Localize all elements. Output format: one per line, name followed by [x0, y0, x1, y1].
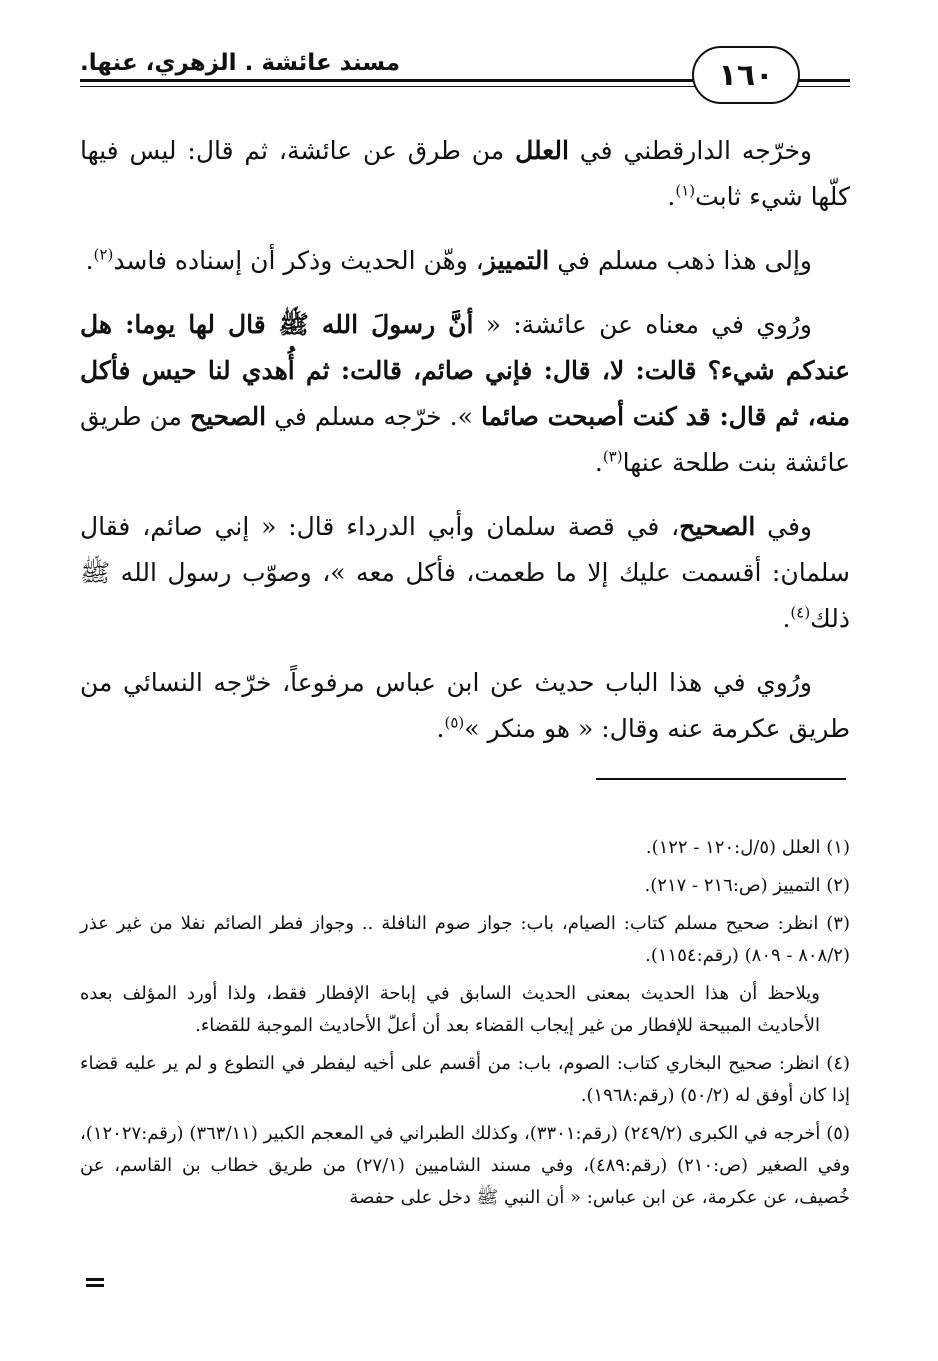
paragraph [80, 504, 850, 642]
footnote: (٢) التمييز (ص:٢١٦ - ٢١٧). [644, 875, 850, 896]
continuation-mark [86, 1278, 104, 1281]
paragraph [80, 660, 850, 752]
bold-text-segment: الصحيح [679, 512, 756, 541]
footnotes [80, 832, 850, 1220]
main-text [80, 128, 850, 770]
footnote: (٤) انظر: صحيح البخاري كتاب: الصوم، باب: من أقسم على أخيه ليفطر في التطوع و لم ير عليه قضاء إذا كان أوفق له (٥٠/٢) (رقم:١٩٦٨). [80, 1053, 851, 1106]
paragraph [80, 128, 850, 220]
footnote-reference[interactable]: (٥) [444, 713, 465, 732]
sentence-end: . [436, 714, 445, 743]
text-segment: وإلى هذا ذهب مسلم في [549, 246, 812, 275]
bold-text-segment: الصحيح [189, 402, 267, 431]
footnote-reference[interactable]: (١) [675, 181, 696, 200]
page-number-badge: ١٦٠ [692, 46, 800, 104]
bold-text-segment: العلل [515, 136, 569, 165]
footnote-reference[interactable]: (٢) [93, 245, 114, 264]
text-segment: ». خرّجه مسلم في [266, 402, 481, 431]
paragraph [80, 238, 850, 284]
bold-text-segment: أنَّ رسولَ الله ﷺ قال لها يوما: هل عندكم شيء؟ قالت: لا، قال: فإني صائم، قالت: ثم أُهدي لنا حيس فأكل منه، ثم قال: قد كنت أصبحت صائما [80, 310, 850, 431]
running-title: مسند عائشة . الزهري، عنها. [80, 50, 410, 76]
text-segment: وفي [755, 512, 812, 541]
footnote: ويلاحظ أن هذا الحديث بمعنى الحديث السابق في إباحة الإفطار فقط، ولذا أورد المؤلف بعده الأحاديث المبيحة للإفطار من غير إيجاب القضاء بعد أن أعلّ الأحاديث الموجبة للقضاء. [80, 983, 820, 1036]
text-segment: ورُوي في هذا الباب حديث عن ابن عباس مرفوعاً، خرّجه النسائي من طريق عكرمة عنه وقال: « هو منكر » [80, 668, 850, 743]
sentence-end: . [782, 604, 791, 633]
sentence-end: . [667, 182, 676, 211]
paragraph [80, 302, 850, 486]
text-segment: من طريق عائشة بنت طلحة عنها [80, 402, 850, 477]
sentence-end: . [85, 246, 94, 275]
footnote-reference[interactable]: (٣) [602, 447, 623, 466]
bold-text-segment: التمييز [483, 246, 550, 275]
sentence-end: . [594, 448, 603, 477]
footnote-separator [596, 778, 846, 780]
text-segment: من طرق عن عائشة، ثم قال: ليس فيها كلّها شيء ثابت [80, 136, 850, 211]
footnote-reference[interactable]: (٤) [790, 603, 811, 622]
footnote: (٥) أخرجه في الكبرى (٢٤٩/٢) (رقم:٣٣٠١)، وكذلك الطبراني في المعجم الكبير (٣٦٣/١١) (رقم:١٢٠٢٧)، وفي الصغير (ص:٢١٠) (رقم:٤٨٩)، وفي مسند الشاميين (٢٧/١) من طريق خطاب بن القاسم، عن خُصيف، عن عكرمة، عن ابن عباس: « أن النبي ﷺ دخل على حفصة [80, 1123, 851, 1208]
page-header [80, 46, 850, 116]
continuation-mark-second-line [86, 1284, 104, 1287]
footnote: (٣) انظر: صحيح مسلم كتاب: الصيام، باب: جواز صوم النافلة .. وجواز فطر الصائم نفلا من غير عذر (٨٠٨/٢ - ٨٠٩) (رقم:١١٥٤). [80, 913, 850, 966]
footnote: (١) العلل (٥/ل:١٢٠ - ١٢٢). [645, 837, 850, 858]
text-segment: ورُوي في معناه عن عائشة: « [473, 310, 812, 339]
text-segment: ، في قصة سلمان وأبي الدرداء قال: « إني صائم، فقال سلمان: أقسمت عليك إلا ما طعمت، فأكل معه »، وصوّب رسول الله ﷺ ذلك [80, 512, 850, 633]
text-segment: ، وهّن الحديث وذكر أن إسناده فاسد [113, 246, 484, 275]
text-segment: وخرّجه الدارقطني في [568, 136, 813, 165]
